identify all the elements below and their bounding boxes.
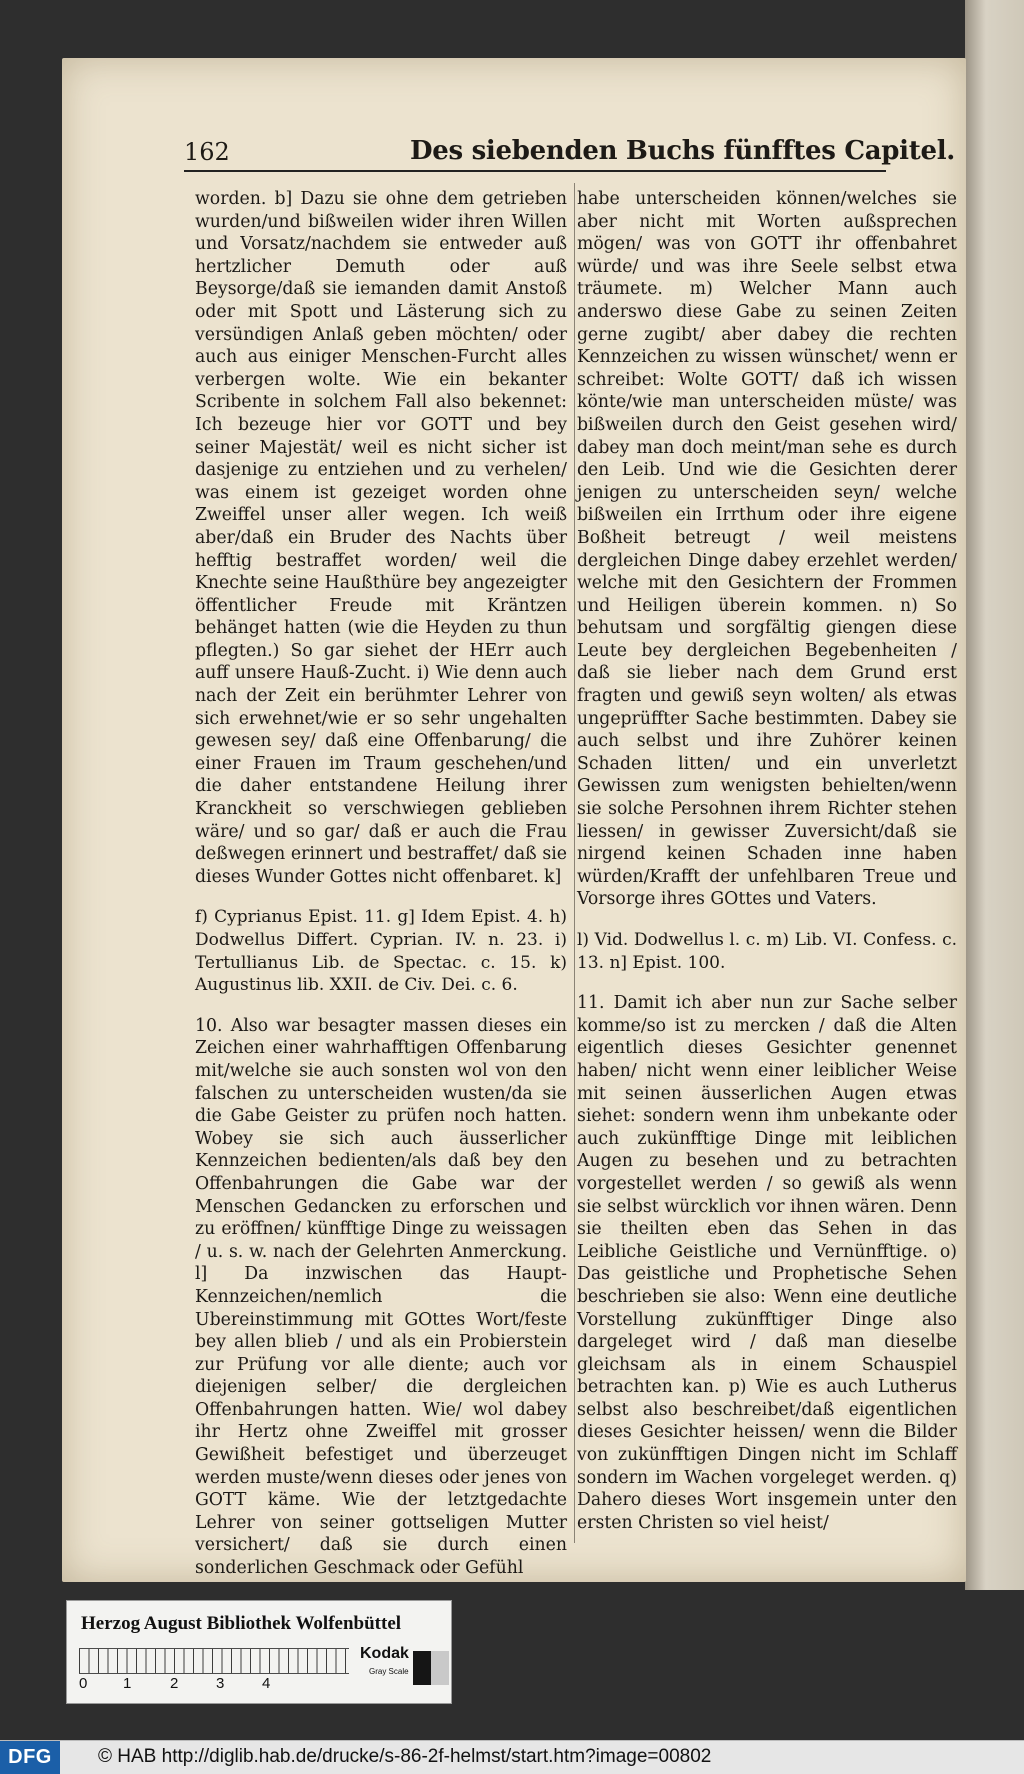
paragraph-left-1: worden. b] Dazu sie ohne dem getrieben wurden/und bißweilen wider ihren Willen und Vorsatz/nachdem sie entweder auß hertzlicher Demuth oder auß Beysorge/daß sie iemanden damit Anstoß oder mit Spott und Lästerung sich zu versündigen Anlaß geben möchten/ oder auch aus einiger Menschen-Furcht alles verbergen wolte. Wie ein bekanter Scribente in solchem Fall also bekennet: Ich bezeuge hier vor GOTT und bey seiner Majestät/ weil es nicht sicher ist dasjenige zu entziehen und zu verhelen/ was einem ist gezeiget worden ohne Zweiffel unser aller wegen. Ich weiß aber/daß ein Bruder des Nachts über hefftig bestraffet worden/ weil die Knechte seine Haußthüre bey angezeigter öffentlicher Freude mit Kräntzen behänget hatten (wie die Heyden zu thun pflegten.) So gar siehet der HErr auch auff unsere Hauß-Zucht. i) Wie denn auch nach der Zeit ein berühmter Lehrer von sich erwehnet/wie er so sehr ungehalten gewesen sey/ daß eine Offenbarung/ die einer Frauen im Traum geschehen/und die daher entstandene Heilung ihrer Kranckheit so verschwiegen geblieben wäre/ und so gar/ daß er auch die Frau deßwegen erinnert und bestraffet/ daß sie dieses Wunder Gottes nicht offenbaret. k] <box>195 189 567 887</box>
scale-ruler <box>79 1648 349 1674</box>
library-name: Herzog August Bibliothek Wolfenbüttel <box>81 1613 402 1634</box>
ruler-numbers <box>79 1675 349 1697</box>
ruler-number: 1 <box>123 1675 132 1692</box>
kodak-gray-scale <box>357 1645 447 1695</box>
ruler-number: 3 <box>216 1675 225 1692</box>
footnotes-right: l) Vid. Dodwellus l. c. m) Lib. VI. Confess. c. 13. n] Epist. 100. <box>577 930 957 973</box>
color-target-card <box>66 1600 452 1704</box>
footnotes-left: f) Cyprianus Epist. 11. g] Idem Epist. 4. h) Dodwellus Differt. Cyprian. IV. n. 23. i) Tertullianus Lib. de Spectac. c. 15. k) Augustinus lib. XXII. de Civ. Dei. c. 6. <box>195 907 567 996</box>
ruler-number: 4 <box>262 1675 271 1692</box>
column-divider <box>574 183 575 1543</box>
page-number: 162 <box>184 138 230 166</box>
kodak-sublabel: Gray Scale <box>369 1667 409 1676</box>
adjacent-page-edge <box>965 0 1024 1590</box>
right-column <box>577 188 957 1534</box>
paragraph-left-2: 10. Also war besagter massen dieses ein Zeichen einer wahrhafftigen Offenbarung mit/welche sie auch sonsten wol von den falschen zu unterscheiden wusten/da sie die Gabe Geister zu prüfen noch hatten. Wobey sie sich auch äusserlicher Kennzeichen bedienten/als daß bey den Offenbahrungen die Gabe war der Menschen Gedancken zu erforschen und zu eröffnen/ künfftige Dinge zu weissagen / u. s. w. nach der Gelehrten Anmerckung. l] Da inzwischen das Haupt-Kennzeichen/nemlich die Ubereinstimmung mit GOttes Wort/feste bey allen blieb / und als ein Probierstein zur Prüfung vor alle diente; auch vor diejenigen selber/ die dergleichen Offenbahrungen hatten. Wie/ wol dabey ihr Hertz ohne Zweiffel mit grosser Gewißheit befestiget und überzeuget werden muste/wenn dieses oder jenes von GOTT käme. Wie der letztgedachte Lehrer von seiner gottseligen Mutter versichert/ daß sie durch einen sonderlichen Geschmack oder Gefühl <box>195 1015 567 1579</box>
paragraph-right-1: habe unterscheiden können/welches sie aber nicht mit Worten außsprechen mögen/ was von GOTT ihr offenbahret würde/ und was ihre Seele selbst etwa träumete. m) Welcher Mann auch anderswo diese Gabe zu seinen Zeiten gerne zugibt/ aber dabey die rechten Kennzeichen zu wissen wünschet/ wenn er schreibet: Wolte GOTT/ daß ich wissen könte/wie man unterscheiden müste/ was bißweilen durch den Geist gesehen wird/ dabey man doch meint/man sehe es durch den Leib. Und wie die Gesichten derer jenigen zu unterscheiden seyn/ welche bißweilen ein Irrthum oder ihre eigene Boßheit betreugt / weil meistens dergleichen Dinge dabey erzehlet werden/ welche mit den Gesichtern der Frommen und Heiligen überein kommen. n) So behutsam und sorgfältig giengen diese Leute bey dergleichen Begebenheiten / daß sie lieber nach dem Grund erst fragten und gewiß seyn wolten/ als etwas ungeprüffter Sache bestimmten. Dabey sie auch selbst und ihre Zuhörer keinen Schaden litten/ und ein unverletzt Gewissen zum wenigsten behielten/wenn sie solche Persohnen ihrem Richter stehen liessen/ in gewisser Zuversicht/daß sie nirgend keinen Schaden inne haben würden/Krafft der unfehlbaren Treue und Vorsorge ihres GOttes und Vaters. <box>577 189 957 910</box>
ruler-number: 2 <box>170 1675 179 1692</box>
dfg-logo: DFG <box>0 1741 60 1774</box>
copyright-link[interactable]: © HAB http://diglib.hab.de/drucke/s-86-2f-helmst/start.htm?image=00802 <box>98 1746 712 1767</box>
head-rule <box>184 170 886 172</box>
kodak-label: Kodak <box>360 1645 409 1662</box>
gray-swatch-dark <box>413 1651 431 1685</box>
paragraph-right-2: 11. Damit ich aber nun zur Sache selber komme/so ist zu mercken / daß die Alten eigentlich dieses Gesichter genennet haben/ nicht wenn einer leiblicher Weise mit seinen äusserlichen Augen etwas siehet: sondern wenn ihm unbekante oder auch zukünfftige Dinge mit leiblichen Augen zu besehen und zu betrachten vorgestellet werden / so gewiß als wenn sie selbst würcklich vor ihnen wären. Denn sie theilten eben das Sehen in das Leibliche Geistliche und Vernünfftige. o) Das geistliche und Prophetische Sehen beschrieben sie also: Wenn eine deutliche Vorstellung zukünfftiger Dinge also dargeleget wird / daß man dieselbe gleichsam als in einem Schauspiel betrachten kan. p) Wie es auch Lutherus selbst also beschreibet/daß eigentlichen dieses Gesichter heissen/ wenn die Bilder von zukünfftigen Dingen nicht im Schlaff sondern im Wachen vorgeleget werden. q) Dahero dieses Wort insgemein unter den ersten Christen so viel heist/ <box>577 993 957 1533</box>
ruler-number: 0 <box>79 1675 88 1692</box>
book-page <box>62 58 966 1582</box>
footer-bar <box>0 1740 1024 1774</box>
running-title: Des siebenden Buchs fünfftes Capitel. <box>410 136 956 166</box>
left-column <box>195 188 567 1580</box>
gray-swatch-light <box>431 1651 449 1685</box>
running-head <box>62 138 966 178</box>
